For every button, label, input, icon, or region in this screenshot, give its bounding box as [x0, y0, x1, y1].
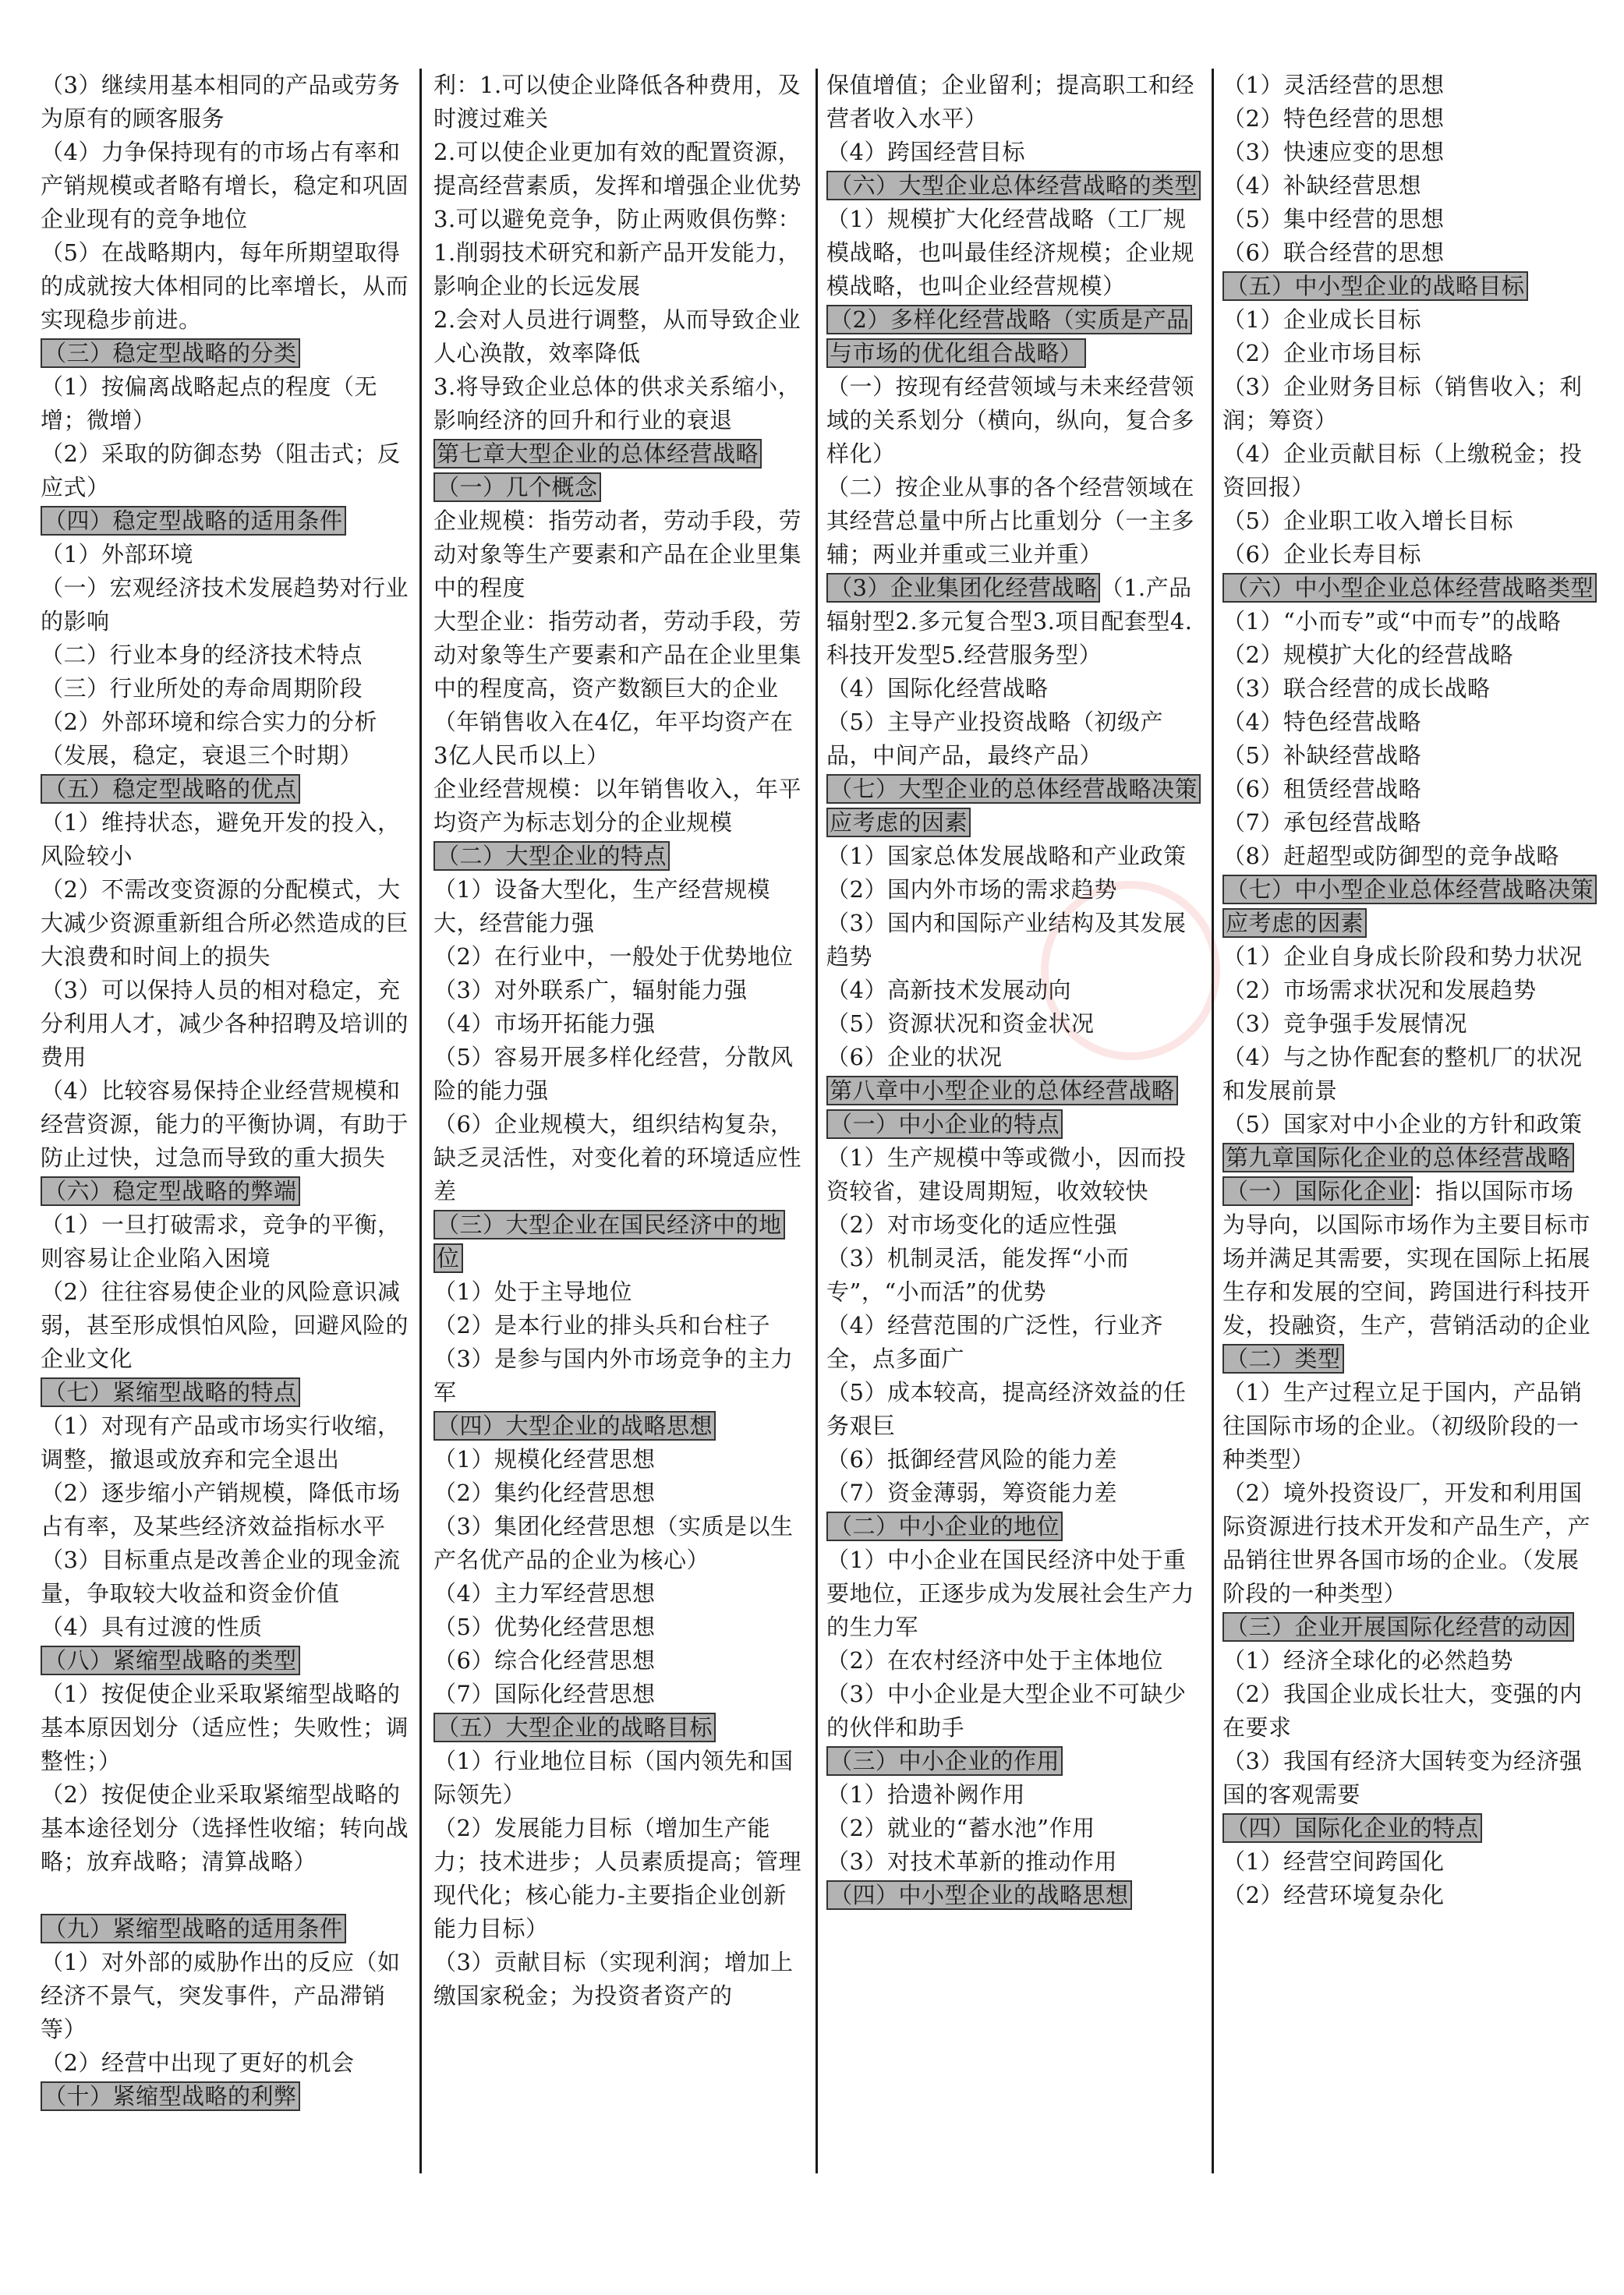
blank-line — [41, 1879, 410, 1912]
paragraph: （一）宏观经济技术发展趋势对行业的影响 — [41, 575, 409, 635]
paragraph: 保值增值；企业留利；提高职工和经营者收入水平） — [826, 72, 1195, 132]
paragraph: （2）境外投资设厂，开发和利用国际资源进行技术开发和产品生产，产品销往世界各国市场的企业。（发展阶段的一种类型） — [1222, 1480, 1591, 1607]
section-heading — [826, 303, 1204, 370]
paragraph-text: （1.产品辐射型2.多元复合型3.项目配套型4.科技开发型5.经营服务型） — [826, 575, 1193, 668]
paragraph: （4）高新技术发展动向 — [826, 977, 1071, 1003]
section-heading — [41, 1644, 410, 1678]
section-heading — [41, 1912, 410, 1946]
paragraph-with-heading — [1222, 1175, 1597, 1342]
paragraph-text: ：指以国际市场为导向，以国际市场作为主要目标市场并满足其需要，实现在国际上拓展生存和发展的空间，跨国进行科技开发，投融资，生产，营销活动的企业 — [1222, 1178, 1591, 1338]
heading-text: （七）中小型企业总体经营战略决策应考虑的因素 — [1222, 875, 1597, 938]
paragraph: （2）集约化经营思想 — [433, 1480, 656, 1506]
heading-text: （三）企业开展国际化经营的动因 — [1222, 1612, 1574, 1642]
paragraph: （1）“小而专”或“中而专”的战略 — [1222, 608, 1562, 635]
heading-text: 第九章国际化企业的总体经营战略 — [1222, 1143, 1574, 1172]
paragraph: （4）企业贡献目标（上缴税金；投资回报） — [1222, 440, 1583, 500]
paragraph: （5）企业职工收入增长目标 — [1222, 507, 1513, 534]
paragraph: （6）企业的状况 — [826, 1044, 1003, 1070]
paragraph: （6）联合经营的思想 — [1222, 239, 1445, 266]
paragraph: （3）快速应变的思想 — [1222, 139, 1445, 165]
paragraph: （一）按现有经营领域与未来经营领域的关系划分（横向，纵向，复合多样化） — [826, 373, 1195, 467]
paragraph: （1）外部环境 — [41, 541, 193, 568]
paragraph: （2）采取的防御态势（阻击式；反应式） — [41, 440, 401, 500]
paragraph: （2）对市场变化的适应性强 — [826, 1211, 1117, 1238]
paragraph: （3）对外联系广，辐射能力强 — [433, 977, 748, 1003]
paragraph: （5）主导产业投资战略（初级产品，中间产品，最终产品） — [826, 709, 1163, 769]
paragraph: （2）逐步缩小产销规模，降低市场占有率，及某些经济效益指标水平 — [41, 1480, 401, 1540]
heading-text: （二）类型 — [1222, 1344, 1344, 1374]
paragraph: （3）我国有经济大国转变为经济强国的客观需要 — [1222, 1748, 1583, 1808]
paragraph: （2）就业的“蓄水池”作用 — [826, 1815, 1095, 1841]
paragraph: （7）国际化经营思想 — [433, 1681, 656, 1707]
heading-text: （三）中小企业的作用 — [826, 1746, 1063, 1776]
paragraph: （6）租赁经营战略 — [1222, 776, 1421, 802]
paragraph: 利：1.可以使企业降低各种费用，及时渡过难关 — [433, 72, 801, 132]
paragraph: （2）外部环境和综合实力的分析（发展，稳定，衰退三个时期） — [41, 709, 377, 769]
heading-text: （六）中小型企业总体经营战略类型 — [1222, 573, 1597, 603]
section-heading — [1222, 873, 1597, 940]
paragraph: （3）对技术革新的推动作用 — [826, 1848, 1117, 1875]
paragraph: （3）是参与国内外市场竞争的主力军 — [433, 1346, 794, 1406]
paragraph: （1）国家总体发展战略和产业政策 — [826, 843, 1187, 869]
paragraph: （5）国家对中小企业的方针和政策 — [1222, 1111, 1583, 1137]
heading-text: （四）稳定型战略的适用条件 — [41, 506, 346, 536]
section-heading — [1222, 1812, 1597, 1845]
paragraph: 2.可以使企业更加有效的配置资源，提高经营素质，发挥和增强企业优势 — [433, 139, 802, 199]
paragraph: （3）集团化经营思想（实质是以生产名优产品的企业为核心） — [433, 1513, 794, 1573]
heading-text: （五）中小型企业的战略目标 — [1222, 271, 1528, 301]
paragraph: （1）经营空间跨国化 — [1222, 1848, 1445, 1875]
paragraph: （5）集中经营的思想 — [1222, 206, 1445, 232]
section-heading — [41, 1175, 410, 1208]
heading-text: （九）紧缩型战略的适用条件 — [41, 1914, 346, 1943]
column-2 — [433, 69, 806, 2173]
paragraph: 企业规模：指劳动者，劳动手段，劳动对象等生产要素和产品在企业里集中的程度 — [433, 507, 802, 601]
paragraph: （3）可以保持人员的相对稳定，充分利用人才，减少各种招聘及培训的费用 — [41, 977, 409, 1070]
paragraph: （1）规模扩大化经营战略（工厂规模战略，也叫最佳经济规模；企业规模战略，也叫企业经营规模） — [826, 206, 1195, 299]
paragraph: （7）承包经营战略 — [1222, 809, 1421, 836]
paragraph: （5）补缺经营战略 — [1222, 742, 1421, 769]
paragraph: （3）机制灵活，能发挥“小而专”，“小而活”的优势 — [826, 1245, 1130, 1305]
column-divider — [1212, 69, 1214, 2173]
heading-text: （四）中小型企业的战略思想 — [826, 1880, 1132, 1910]
paragraph: （3）联合经营的成长战略 — [1222, 675, 1491, 702]
paragraph: （3）国内和国际产业结构及其发展趋势 — [826, 910, 1187, 970]
paragraph: （4）与之协作配套的整机厂的状况和发展前景 — [1222, 1044, 1583, 1104]
section-heading — [826, 1879, 1204, 1912]
paragraph: 大型企业：指劳动者，劳动手段，劳动对象等生产要素和产品在企业里集中的程度高，资产数额巨大的企业（年销售收入在4亿，年平均资产在3亿人民币以上） — [433, 608, 802, 769]
paragraph: （1）维持状态，避免开发的投入，风险较小 — [41, 809, 401, 869]
column-4 — [1222, 69, 1597, 2173]
heading-text: 第七章大型企业的总体经营战略 — [433, 439, 762, 469]
heading-text: （3）企业集团化经营战略 — [826, 573, 1100, 603]
column-3 — [826, 69, 1204, 2173]
heading-text: （五）大型企业的战略目标 — [433, 1713, 716, 1742]
paragraph: 3.将导致企业总体的供求关系缩小，影响经济的回升和行业的衰退 — [433, 373, 801, 433]
paragraph: （5）资源状况和资金状况 — [826, 1010, 1095, 1037]
heading-text: （一）几个概念 — [433, 472, 601, 502]
section-heading — [1222, 571, 1597, 605]
section-heading — [433, 840, 806, 873]
paragraph: （1）生产规模中等或微小，因而投资较省，建设周期短，收效较快 — [826, 1144, 1187, 1204]
paragraph: （1）灵活经营的思想 — [1222, 72, 1445, 98]
paragraph: （2）是本行业的排头兵和台柱子 — [433, 1312, 770, 1338]
section-heading — [433, 471, 806, 504]
paragraph: （2）特色经营的思想 — [1222, 105, 1445, 132]
column-divider — [816, 69, 818, 2173]
paragraph: （6）抵御经营风险的能力差 — [826, 1446, 1117, 1473]
column-divider — [419, 69, 422, 2173]
paragraph: （6）企业规模大，组织结构复杂，缺乏灵活性，对变化着的环境适应性差 — [433, 1111, 802, 1204]
section-heading — [826, 169, 1204, 203]
heading-text: （七）紧缩型战略的特点 — [41, 1377, 300, 1407]
heading-text: （四）国际化企业的特点 — [1222, 1813, 1482, 1843]
paragraph: （1）中小企业在国民经济中处于重要地位，正逐步成为发展社会生产力的生力军 — [826, 1547, 1195, 1640]
heading-text: （一）中小企业的特点 — [826, 1109, 1063, 1139]
section-heading — [433, 437, 806, 471]
heading-text: （六）稳定型战略的弊端 — [41, 1176, 300, 1206]
section-heading — [433, 1409, 806, 1443]
paragraph: （1）设备大型化，生产经营规模大，经营能力强 — [433, 876, 770, 936]
paragraph: （5）成本较高，提高经济效益的任务艰巨 — [826, 1379, 1187, 1439]
heading-text: （三）大型企业在国民经济中的地位 — [433, 1210, 785, 1273]
paragraph: （2）市场需求状况和发展趋势 — [1222, 977, 1537, 1003]
heading-text: （六）大型企业总体经营战略的类型 — [826, 171, 1201, 200]
section-heading — [826, 1745, 1204, 1778]
paragraph: （1）处于主导地位 — [433, 1278, 632, 1305]
paragraph: （1）生产过程立足于国内，产品销往国际市场的企业。（初级阶段的一种类型） — [1222, 1379, 1583, 1473]
paragraph: （2）不需改变资源的分配模式，大大减少资源重新组合所必然造成的巨大浪费和时间上的损失 — [41, 876, 409, 970]
heading-text: 第八章中小型企业的总体经营战略 — [826, 1076, 1178, 1105]
section-heading — [826, 773, 1204, 840]
section-heading — [826, 1074, 1204, 1108]
paragraph: （4）经营范围的广泛性，行业齐全，点多面广 — [826, 1312, 1163, 1372]
paragraph: （4）具有过渡的性质 — [41, 1614, 263, 1640]
paragraph: （7）资金薄弱，筹资能力差 — [826, 1480, 1117, 1506]
paragraph: （3）继续用基本相同的产品或劳务为原有的顾客服务 — [41, 72, 401, 132]
paragraph: （3）中小企业是大型企业不可缺少的伙伴和助手 — [826, 1681, 1187, 1741]
paragraph: （2）发展能力目标（增加生产能力；技术进步；人员素质提高；管理现代化；核心能力-主要指企业创新能力目标） — [433, 1815, 802, 1942]
paragraph: （1）企业成长目标 — [1222, 306, 1421, 333]
section-heading — [1222, 1611, 1597, 1644]
paragraph: （2）往往容易使企业的风险意识减弱，甚至形成惧怕风险，回避风险的企业文化 — [41, 1278, 409, 1372]
heading-text: （二）中小企业的地位 — [826, 1512, 1063, 1541]
paragraph: （3）目标重点是改善企业的现金流量，争取较大收益和资金价值 — [41, 1547, 401, 1607]
section-heading — [1222, 270, 1597, 303]
paragraph: （1）拾遗补阙作用 — [826, 1781, 1025, 1808]
section-heading — [1222, 1342, 1597, 1376]
heading-text: （八）紧缩型战略的类型 — [41, 1646, 300, 1675]
heading-text: （五）稳定型战略的优点 — [41, 774, 300, 804]
paragraph: （二）按企业从事的各个经营领域在其经营总量中所占比重划分（一主多辅；两业并重或三业并重） — [826, 474, 1195, 568]
heading-text: （七）大型企业的总体经营战略决策应考虑的因素 — [826, 774, 1201, 837]
section-heading — [41, 504, 410, 538]
paragraph: （4）市场开拓能力强 — [433, 1010, 656, 1037]
paragraph: （5）优势化经营思想 — [433, 1614, 656, 1640]
section-heading — [41, 337, 410, 370]
paragraph: （2）按促使企业采取紧缩型战略的基本途径划分（选择性收缩；转向战略；放弃战略；清算战略） — [41, 1781, 409, 1875]
paragraph: （2）经营环境复杂化 — [1222, 1882, 1445, 1908]
heading-text: （四）大型企业的战略思想 — [433, 1411, 716, 1441]
section-heading — [826, 1108, 1204, 1141]
paragraph: （1）按促使企业采取紧缩型战略的基本原因划分（适应性；失败性；调整性；） — [41, 1681, 409, 1774]
heading-text: （二）大型企业的特点 — [433, 841, 670, 871]
paragraph: （2）国内外市场的需求趋势 — [826, 876, 1117, 903]
paragraph: （4）跨国经营目标 — [826, 139, 1025, 165]
paragraph: （4）补缺经营思想 — [1222, 172, 1421, 199]
section-heading — [433, 1711, 806, 1745]
paragraph: （二）行业本身的经济技术特点 — [41, 642, 363, 668]
paragraph: （4）国际化经营战略 — [826, 675, 1049, 702]
heading-text: （一）国际化企业 — [1222, 1176, 1413, 1206]
paragraph: （5）在战略期内，每年所期望取得的成就按大体相同的比率增长，从而实现稳步前进。 — [41, 239, 409, 333]
paragraph: （2）在农村经济中处于主体地位 — [826, 1647, 1163, 1674]
paragraph: （5）容易开展多样化经营，分散风险的能力强 — [433, 1044, 794, 1104]
paragraph: （1）一旦打破需求，竞争的平衡，则容易让企业陷入困境 — [41, 1211, 401, 1271]
paragraph: 企业经营规模：以年销售收入，年平均资产为标志划分的企业规模 — [433, 776, 802, 836]
paragraph: （4）力争保持现有的市场占有率和产销规模或者略有增长，稳定和巩固企业现有的竞争地位 — [41, 139, 409, 232]
paragraph: 3.可以避免竞争，防止两败俱伤弊：1.削弱技术研究和新产品开发能力，影响企业的长远发展 — [433, 206, 801, 299]
paragraph: （6）企业长寿目标 — [1222, 541, 1421, 568]
paragraph: （1）经济全球化的必然趋势 — [1222, 1647, 1513, 1674]
paragraph: （1）按偏离战略起点的程度（无增；微增） — [41, 373, 377, 433]
paragraph: （2）经营中出现了更好的机会 — [41, 2049, 355, 2076]
section-heading — [41, 1376, 410, 1409]
paragraph: （1）行业地位目标（国内领先和国际领先） — [433, 1748, 794, 1808]
paragraph: （8）赶超型或防御型的竞争战略 — [1222, 843, 1559, 869]
paragraph: （4）比较容易保持企业经营规模和经营资源，能力的平衡协调，有助于防止过快，过急而导致的重大损失 — [41, 1077, 409, 1171]
paragraph-with-heading — [826, 571, 1204, 672]
paragraph: （2）在行业中，一般处于优势地位 — [433, 943, 794, 970]
paragraph: 2.会对人员进行调整，从而导致企业人心涣散，效率降低 — [433, 306, 801, 366]
paragraph: （1）对现有产品或市场实行收缩，调整，撤退或放弃和完全退出 — [41, 1413, 401, 1473]
paragraph: （2）规模扩大化的经营战略 — [1222, 642, 1513, 668]
paragraph: （6）综合化经营思想 — [433, 1647, 656, 1674]
section-heading — [433, 1208, 806, 1275]
paragraph: （4）主力军经营思想 — [433, 1580, 656, 1607]
paragraph: （4）特色经营战略 — [1222, 709, 1421, 735]
paragraph: （3）竞争强手发展情况 — [1222, 1010, 1467, 1037]
section-heading — [1222, 1141, 1597, 1175]
heading-text: （十）紧缩型战略的利弊 — [41, 2081, 300, 2111]
heading-text: （2）多样化经营战略（实质是产品与市场的优化组合战略） — [826, 305, 1192, 368]
column-1 — [41, 69, 410, 2173]
paragraph: （2）我国企业成长壮大，变强的内在要求 — [1222, 1681, 1583, 1741]
paragraph: （1）企业自身成长阶段和势力状况 — [1222, 943, 1583, 970]
section-heading — [826, 1510, 1204, 1544]
heading-text: （三）稳定型战略的分类 — [41, 338, 300, 368]
section-heading — [41, 2080, 410, 2113]
paragraph: （三）行业所处的寿命周期阶段 — [41, 675, 363, 702]
paragraph: （2）企业市场目标 — [1222, 340, 1421, 366]
paragraph: （3）贡献目标（实现利润；增加上缴国家税金；为投资者资产的 — [433, 1949, 794, 2009]
paragraph: （1）对外部的威胁作出的反应（如经济不景气，突发事件，产品滞销等） — [41, 1949, 401, 2042]
paragraph: （1）规模化经营思想 — [433, 1446, 656, 1473]
paragraph: （3）企业财务目标（销售收入；利润；筹资） — [1222, 373, 1583, 433]
section-heading — [41, 773, 410, 806]
